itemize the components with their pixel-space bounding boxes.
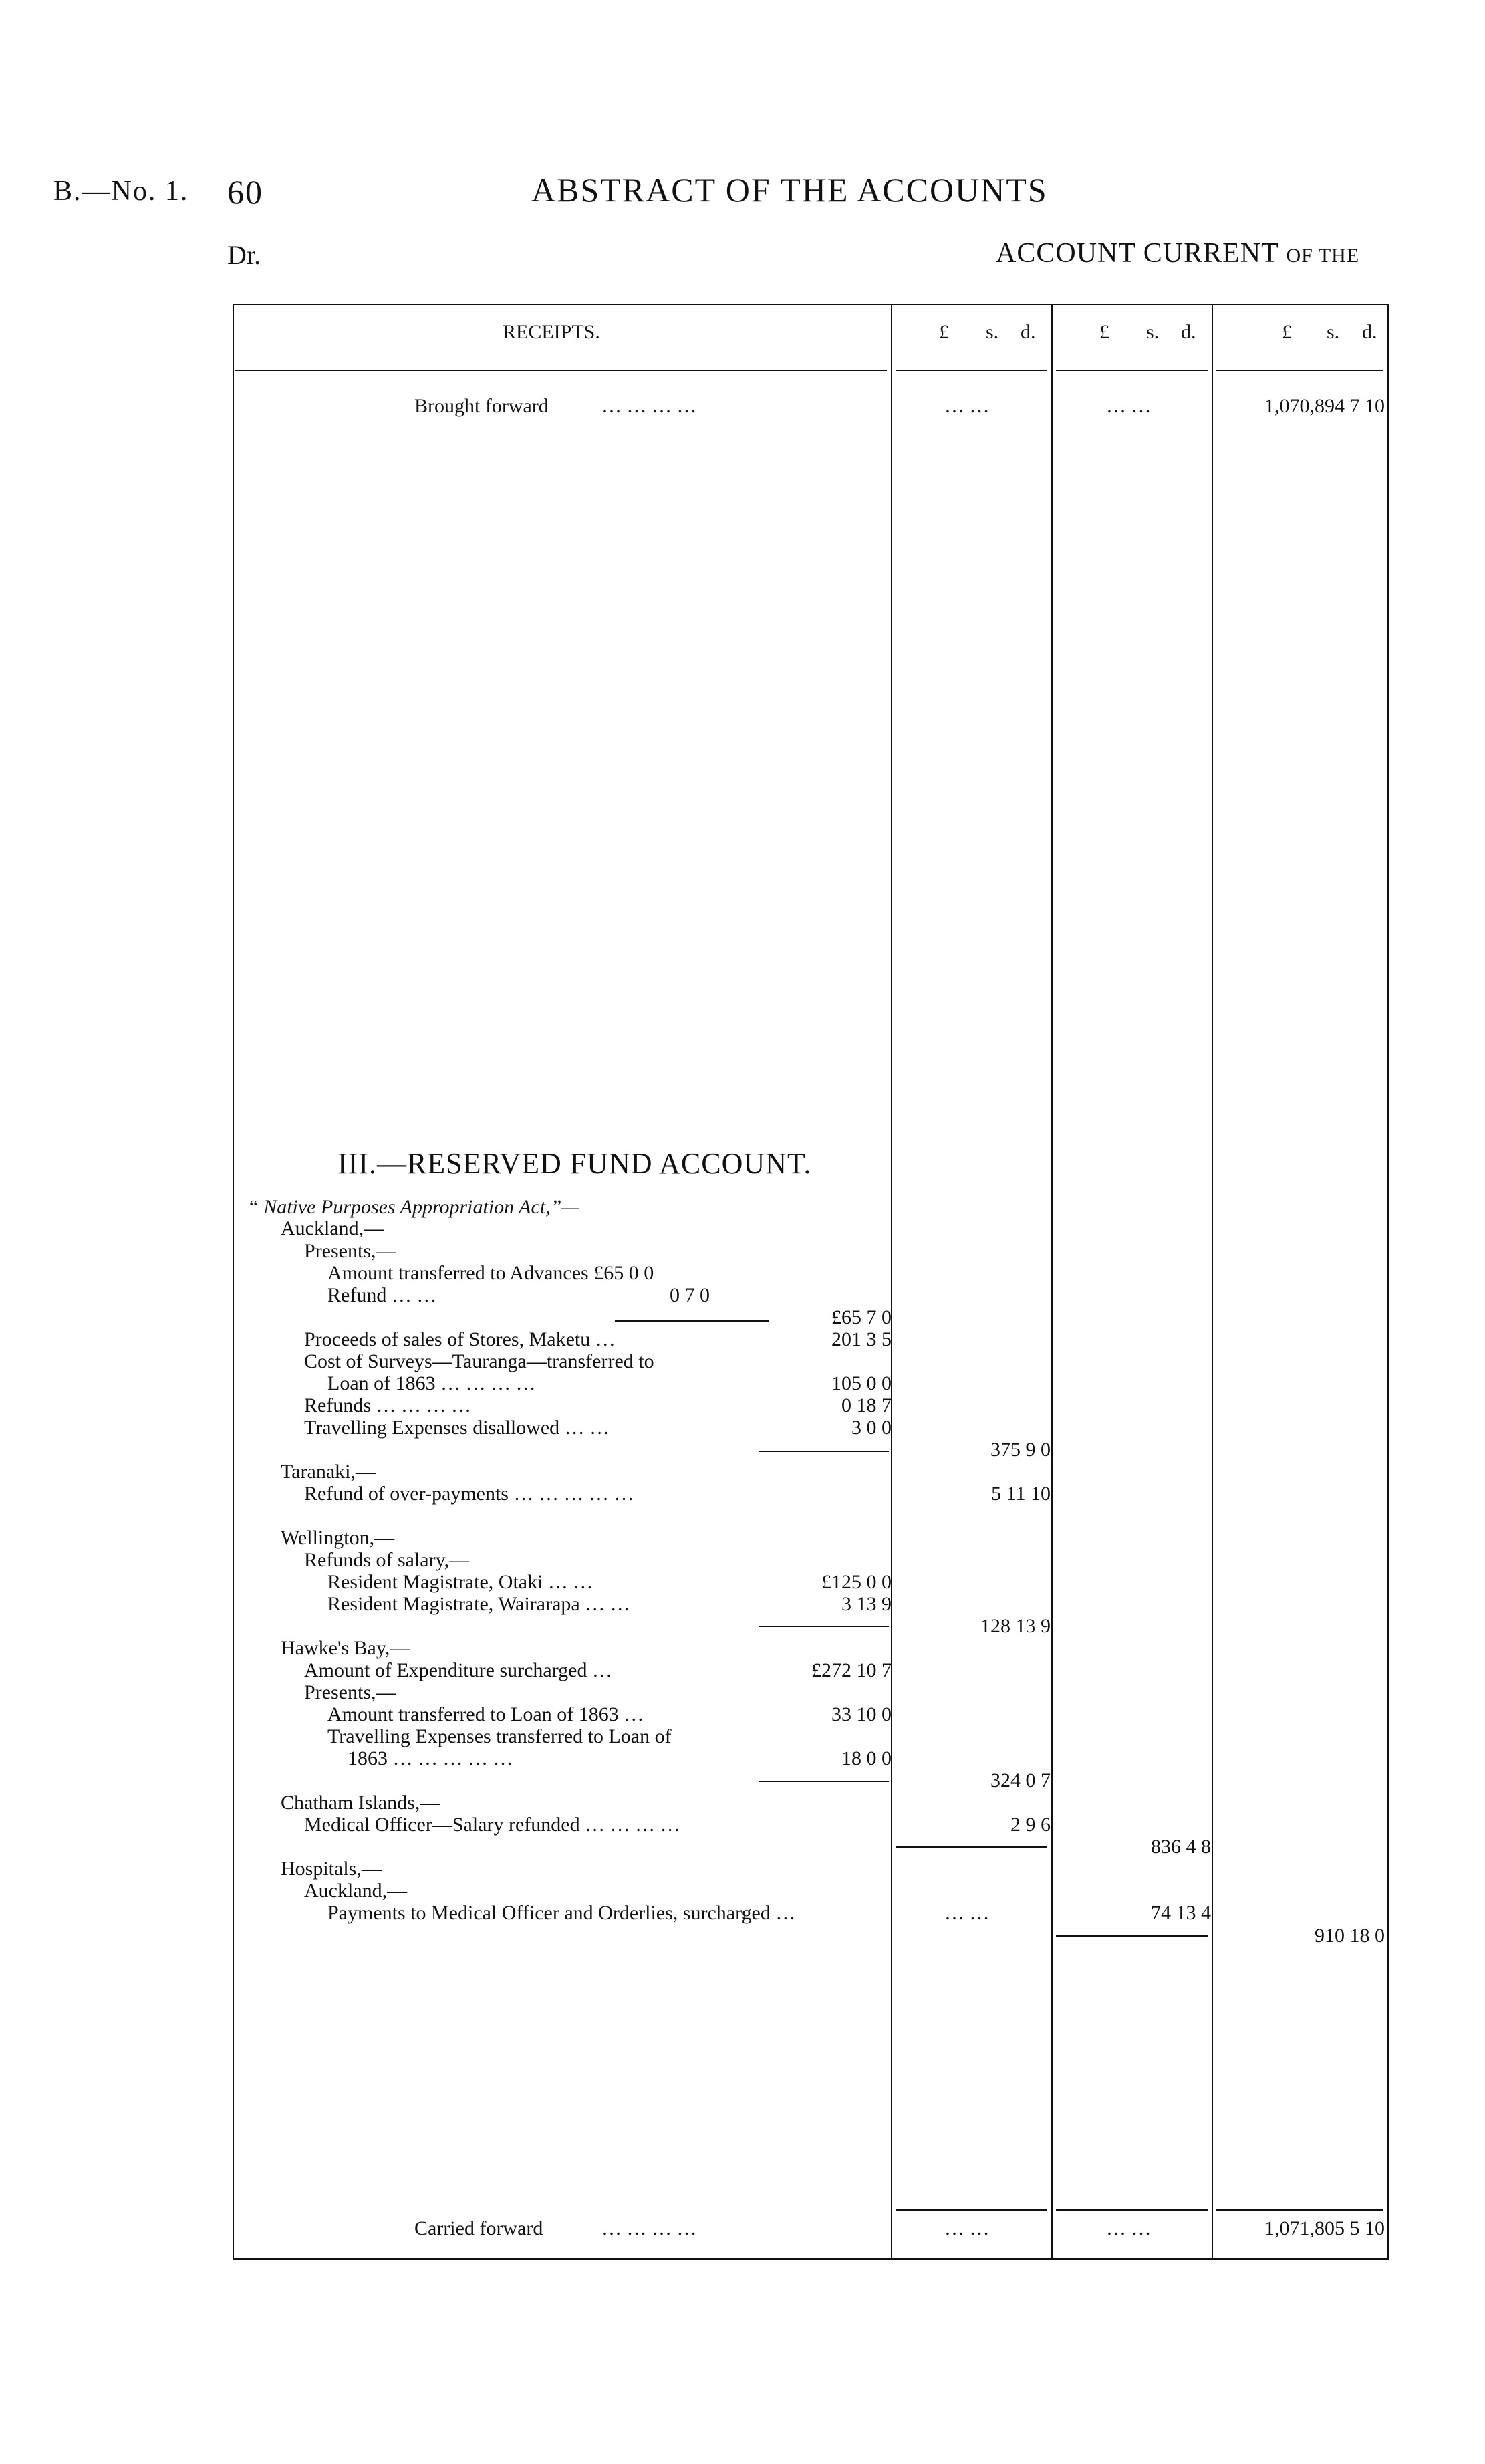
carried-forward-total: 1,071,805 5 10 bbox=[1264, 2217, 1385, 2239]
brought-forward-col1: … … bbox=[944, 395, 990, 417]
col1-pence-header: d. bbox=[1021, 321, 1036, 343]
brought-forward-label: Brought forward bbox=[414, 395, 549, 417]
presents-heading: Presents,— bbox=[304, 1240, 396, 1262]
medical-amount: 2 9 6 bbox=[1010, 1814, 1051, 1836]
receipts-header: RECEIPTS. bbox=[503, 321, 600, 343]
col1-subtotal-rule bbox=[896, 1846, 1047, 1848]
carried-forward-col1: … … bbox=[944, 2217, 990, 2239]
payments-item: Payments to Medical Officer and Orderlies, surcharged … bbox=[327, 1902, 796, 1924]
rm-wairarapa-amount: 3 13 9 bbox=[841, 1593, 892, 1615]
col2-pence-header: d. bbox=[1181, 321, 1196, 343]
hawkes-subtotal-rule bbox=[759, 1781, 889, 1782]
col-divider-2 bbox=[1051, 304, 1053, 2259]
hosp-auckland-heading: Auckland,— bbox=[304, 1880, 408, 1902]
hospitals-heading: Hospitals,— bbox=[281, 1858, 382, 1880]
subtitle-main: ACCOUNT CURRENT bbox=[996, 238, 1279, 269]
section-title: III.—RESERVED FUND ACCOUNT. bbox=[338, 1147, 812, 1180]
taranaki-refund-item: Refund of over-payments … … … … … bbox=[304, 1483, 634, 1505]
col2-pounds-header: £ bbox=[1099, 321, 1109, 343]
presents-subtotal-rule bbox=[615, 1320, 769, 1322]
taranaki-amount: 5 11 10 bbox=[991, 1483, 1051, 1505]
refund-item: Refund … … bbox=[327, 1284, 437, 1306]
act-title: “ Native Purposes Appropriation Act,”— bbox=[247, 1196, 579, 1218]
refunds-salary-heading: Refunds of salary,— bbox=[304, 1549, 470, 1571]
table-right-rule bbox=[1387, 304, 1389, 2259]
expenditure-item: Amount of Expenditure surcharged … bbox=[304, 1659, 613, 1681]
table-bottom-rule bbox=[233, 2258, 1389, 2260]
wellington-subtotal-rule bbox=[759, 1626, 889, 1627]
carried-forward-col2: … … bbox=[1106, 2217, 1152, 2239]
col2-subtotal-rule bbox=[1056, 1935, 1208, 1937]
travel-loan-item-line1: Travelling Expenses transferred to Loan of bbox=[327, 1725, 672, 1747]
surveys-item-line2: Loan of 1863 … … … … bbox=[327, 1372, 536, 1394]
col2-shillings-header: s. bbox=[1146, 321, 1160, 343]
travelling-amount: 3 0 0 bbox=[851, 1416, 892, 1439]
taranaki-heading: Taranaki,— bbox=[281, 1461, 376, 1483]
carried-forward-label: Carried forward bbox=[414, 2217, 543, 2239]
brought-forward-col2: … … bbox=[1106, 395, 1152, 417]
chatham-heading: Chatham Islands,— bbox=[281, 1792, 440, 1814]
receipts-header-rule bbox=[235, 370, 887, 371]
auckland-subtotal-rule bbox=[759, 1451, 889, 1452]
dr-label: Dr. bbox=[227, 240, 261, 270]
auckland-total: 375 9 0 bbox=[990, 1439, 1051, 1461]
payments-amount: 74 13 4 bbox=[1151, 1902, 1211, 1924]
col3-shillings-header: s. bbox=[1327, 321, 1340, 343]
account-current-title bbox=[996, 237, 1359, 269]
refunds-item: Refunds … … … … bbox=[304, 1394, 471, 1416]
proceeds-item: Proceeds of sales of Stores, Maketu … bbox=[304, 1328, 616, 1350]
cf-col1-rule bbox=[896, 2209, 1047, 2211]
col-divider-3 bbox=[1212, 304, 1213, 2259]
subtitle-suffix: OF THE bbox=[1286, 245, 1360, 267]
travel-loan-item-line2: 1863 … … … … … bbox=[348, 1747, 513, 1769]
medical-item: Medical Officer—Salary refunded … … … … bbox=[304, 1814, 680, 1836]
payments-col1: … … bbox=[944, 1902, 990, 1924]
refunds-amount: 0 18 7 bbox=[841, 1394, 892, 1416]
wellington-total: 128 13 9 bbox=[980, 1615, 1051, 1637]
travelling-item: Travelling Expenses disallowed … … bbox=[304, 1416, 610, 1439]
page-number: 60 bbox=[227, 173, 263, 211]
col1-header-rule bbox=[896, 370, 1047, 371]
brought-forward-total: 1,070,894 7 10 bbox=[1264, 395, 1385, 417]
cf-col3-rule bbox=[1216, 2209, 1383, 2211]
wellington-heading: Wellington,— bbox=[281, 1527, 395, 1549]
col1-pounds-header: £ bbox=[939, 321, 949, 343]
col-divider-1 bbox=[891, 304, 892, 2259]
section-total: 910 18 0 bbox=[1315, 1925, 1385, 1947]
surveys-amount: 105 0 0 bbox=[831, 1372, 892, 1394]
rm-wairarapa-item: Resident Magistrate, Wairarapa … … bbox=[327, 1593, 630, 1615]
surveys-item-line1: Cost of Surveys—Tauranga—transferred to bbox=[304, 1350, 654, 1372]
table-left-rule bbox=[233, 304, 234, 2259]
expenditure-amount: £272 10 7 bbox=[811, 1659, 892, 1681]
rm-otaki-item: Resident Magistrate, Otaki … … bbox=[327, 1571, 593, 1593]
hb-presents-heading: Presents,— bbox=[304, 1681, 396, 1703]
col3-header-rule bbox=[1216, 370, 1383, 371]
document-ref: B.—No. 1. bbox=[53, 176, 189, 207]
cf-col2-rule bbox=[1056, 2209, 1208, 2211]
transferred-advances-item: Amount transferred to Advances £65 0 0 bbox=[327, 1262, 654, 1284]
rm-otaki-amount: £125 0 0 bbox=[821, 1571, 892, 1593]
hawkes-total: 324 0 7 bbox=[990, 1769, 1051, 1792]
carried-forward-dots: … … … … bbox=[601, 2217, 697, 2239]
proceeds-amount: 201 3 5 bbox=[831, 1328, 892, 1350]
auckland-heading: Auckland,— bbox=[281, 1217, 384, 1239]
table-top-rule bbox=[233, 304, 1389, 305]
col1-shillings-header: s. bbox=[986, 321, 999, 343]
brought-forward-dots: … … … … bbox=[601, 395, 697, 417]
subtotal-col2: 836 4 8 bbox=[1151, 1836, 1211, 1858]
loan-1863-amount: 33 10 0 bbox=[831, 1703, 892, 1725]
hawkes-bay-heading: Hawke's Bay,— bbox=[281, 1637, 410, 1659]
col3-pence-header: d. bbox=[1362, 321, 1377, 343]
refund-amount: 0 7 0 bbox=[670, 1284, 710, 1306]
col3-pounds-header: £ bbox=[1282, 321, 1292, 343]
col2-header-rule bbox=[1056, 370, 1208, 371]
loan-1863-item: Amount transferred to Loan of 1863 … bbox=[327, 1703, 644, 1725]
presents-total: £65 7 0 bbox=[831, 1306, 892, 1328]
page-title: ABSTRACT OF THE ACCOUNTS bbox=[531, 171, 1048, 209]
travel-loan-amount: 18 0 0 bbox=[841, 1747, 892, 1769]
